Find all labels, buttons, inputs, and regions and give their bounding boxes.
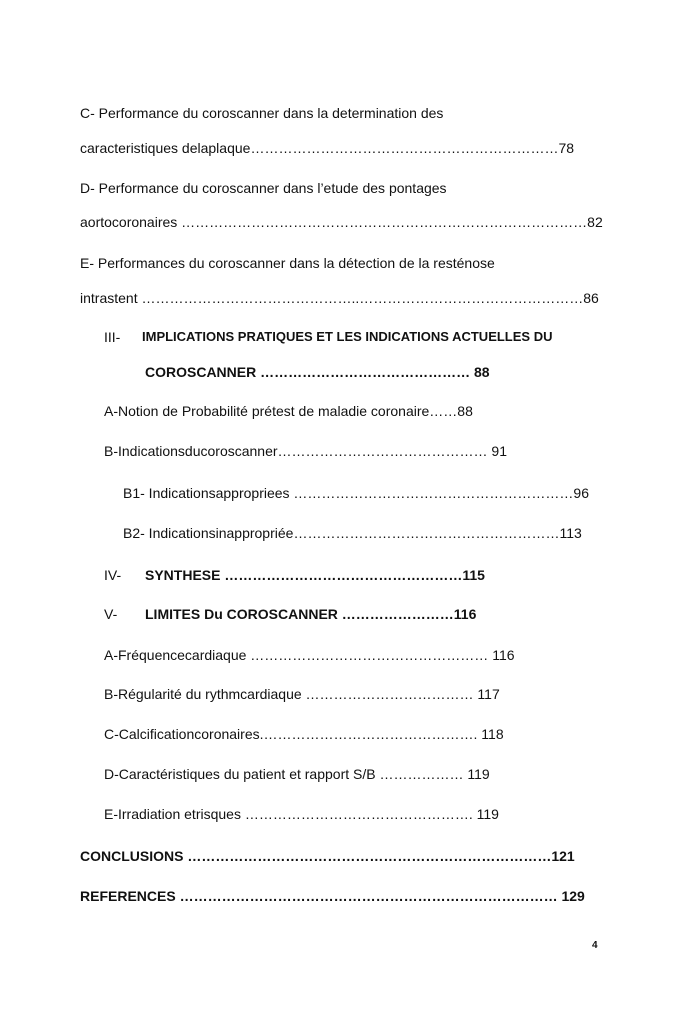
toc-entry-e-line2: intrastent ………………………………………..…………………………………………86 <box>80 290 599 306</box>
toc-entry-iii-b2: B2- Indicationsinappropriée…………………………………………………113 <box>123 525 582 541</box>
section-iii-number: III- <box>104 329 121 345</box>
section-v-title: LIMITES Du COROSCANNER ……………………116 <box>145 606 477 622</box>
toc-entry-v-e: E-Irradiation etrisques …………………………………………. 119 <box>104 806 499 822</box>
toc-entry-iii-a: A-Notion de Probabilité prétest de maladie coronaire……88 <box>104 403 473 419</box>
toc-entry-v-c: C-Calcificationcoronaires.………………………………………. 118 <box>104 726 504 742</box>
section-iv-title: SYNTHESE ……………………………………………115 <box>145 567 485 583</box>
toc-entry-v-a: A-Fréquencecardiaque …………………………………………… 116 <box>104 647 515 663</box>
toc-entry-v-d: D-Caractéristiques du patient et rapport S/B ……………… 119 <box>104 766 490 782</box>
toc-entry-iii-b: B-Indicationsducoroscanner……………………………………… 91 <box>104 443 508 459</box>
section-iv-number: IV- <box>104 567 122 583</box>
toc-entry-v-b: B-Régularité du rythmcardiaque ……………………………… 117 <box>104 686 500 702</box>
toc-entry-d-line1: D- Performance du coroscanner dans l’etude des pontages <box>80 180 447 196</box>
toc-entry-c-line2: caracteristiques delaplaque…………………………………………………………78 <box>80 140 575 156</box>
toc-entry-e-line1: E- Performances du coroscanner dans la détection de la resténose <box>80 255 495 271</box>
section-iii-title-line2: COROSCANNER ……………………………………… 88 <box>145 364 490 380</box>
toc-entry-conclusions: CONCLUSIONS ……………………………………………………………………121 <box>80 848 575 864</box>
page-number: 4 <box>592 940 598 951</box>
section-iii-title-line1: IMPLICATIONS PRATIQUES ET LES INDICATIONS ACTUELLES DU <box>142 329 553 344</box>
toc-entry-d-line2: aortocoronaires ……………………………………………………………………………82 <box>80 214 603 230</box>
toc-entry-references: REFERENCES ……………………………………………………………………… 129 <box>80 888 585 904</box>
toc-entry-c-line1: C- Performance du coroscanner dans la determination des <box>80 105 444 121</box>
toc-entry-iii-b1: B1- Indicationsappropriees ……………………………………………………96 <box>123 485 590 501</box>
section-v-number: V- <box>104 606 118 622</box>
